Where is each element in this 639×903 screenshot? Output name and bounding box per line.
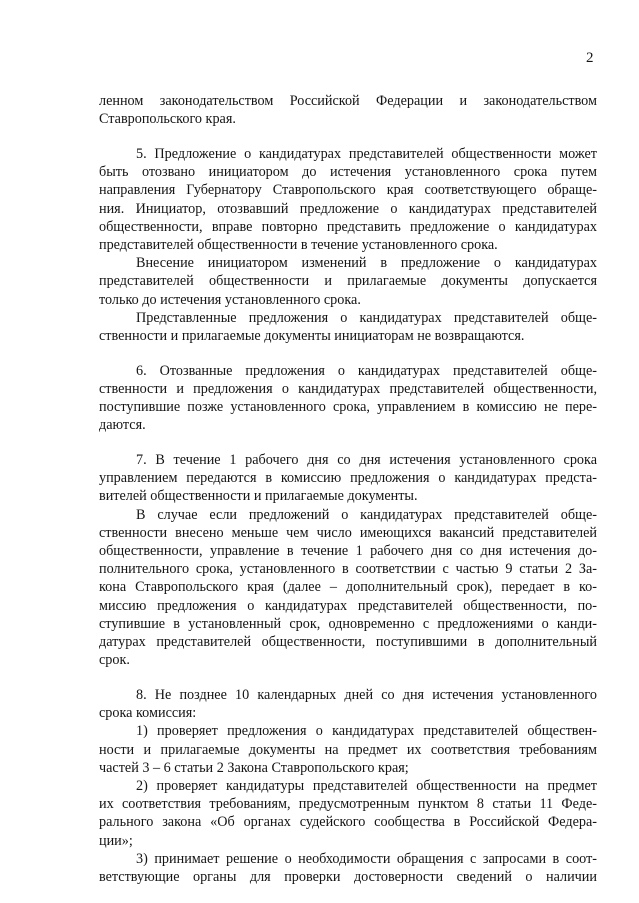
text-line: полнительного срока, установленного в соответствии с частью 9 статьи 2 За- <box>99 561 597 578</box>
text-line: ния. Инициатор, отозвавший предложение о кандидатурах представителей <box>99 200 597 217</box>
page-number: 2 <box>586 50 594 66</box>
text-line: управлением передаются в комиссию предложения о кандидатурах предста- <box>99 470 597 487</box>
paragraph <box>99 850 597 886</box>
paragraph <box>99 451 597 506</box>
paragraph <box>99 92 597 128</box>
text-line: датурах представителей общественности, поступившими в дополнительный <box>99 633 597 650</box>
text-line: Внесение инициатором изменений в предложение о кандидатурах <box>136 255 597 272</box>
text-line: Ставропольского края. <box>99 111 236 128</box>
text-line: 1) проверяет предложения о кандидатурах представителей обществен- <box>136 723 597 740</box>
text-line: даются. <box>99 417 146 434</box>
text-line: быть отозвано инициатором до истечения установленного срока путем <box>99 164 597 181</box>
paragraph <box>99 309 597 345</box>
text-line: 7. В течение 1 рабочего дня со дня истечения установленного срока <box>136 451 597 468</box>
paragraph <box>99 777 597 850</box>
text-line: срок. <box>99 652 130 669</box>
text-line: В случае если предложений о кандидатурах представителей обще- <box>136 506 597 523</box>
text-line: ственности и предложения о кандидатурах представителей общественности, <box>99 380 597 397</box>
text-line: кона Ставропольского края (далее – дополнительный срок), передает в ко- <box>99 579 597 596</box>
paragraph <box>99 145 597 254</box>
text-line: 2) проверяет кандидатуры представителей общественности на предмет <box>136 777 597 794</box>
text-line: ции»; <box>99 832 133 849</box>
document-body <box>99 92 597 886</box>
paragraph <box>99 254 597 309</box>
text-line: вителей общественности и прилагаемые документы. <box>99 488 418 505</box>
text-line: 6. Отозванные предложения о кандидатурах представителей обще- <box>136 362 597 379</box>
text-line: срока комиссия: <box>99 705 197 722</box>
text-line: поступившие позже установленного срока, управлением в комиссию не пере- <box>99 399 597 416</box>
paragraph <box>99 686 597 722</box>
text-line: направления Губернатору Ставропольского края соответствующего обраще- <box>99 182 597 199</box>
text-line: рального закона «Об органах судейского сообщества в Российской Федера- <box>99 814 597 831</box>
text-line: ственности и прилагаемые документы инициаторам не возвращаются. <box>99 327 525 344</box>
text-line: представителей общественности и прилагаемые документы допускается <box>99 273 597 290</box>
paragraph <box>99 506 597 670</box>
text-line: ветствующие органы для проверки достоверности сведений о наличии <box>99 868 597 885</box>
text-line: ности и прилагаемые документы на предмет их соответствия требованиям <box>99 741 597 758</box>
text-line: ступившие в установленный срок, одновременно с предложениями о канди- <box>99 615 597 632</box>
text-line: 8. Не позднее 10 календарных дней со дня истечения установленного <box>136 686 597 703</box>
text-line: миссию предложения о кандидатурах представителей общественности, по- <box>99 597 597 614</box>
text-line: ственности внесено меньше чем число имеющихся вакансий представителей <box>99 524 597 541</box>
paragraph <box>99 722 597 777</box>
text-line: только до истечения установленного срока. <box>99 291 361 308</box>
text-line: общественности, управление в течение 1 рабочего дня со дня истечения до- <box>99 542 597 559</box>
text-line: 5. Предложение о кандидатурах представителей общественности может <box>136 145 597 162</box>
text-line: 3) принимает решение о необходимости обращения с запросами в соот- <box>136 850 597 867</box>
paragraph <box>99 362 597 435</box>
text-line: ленном законодательством Российской Федерации и законодательством <box>99 93 597 109</box>
text-line: частей 3 – 6 статьи 2 Закона Ставропольского края; <box>99 759 409 776</box>
text-line: представителей общественности в течение установленного срока. <box>99 236 498 253</box>
text-line: их соответствия требованиям, предусмотренным пунктом 8 статьи 11 Феде- <box>99 796 597 813</box>
text-line: Представленные предложения о кандидатурах представителей обще- <box>136 309 597 326</box>
text-line: общественности, вправе повторно представить предложение о кандидатурах <box>99 218 597 235</box>
